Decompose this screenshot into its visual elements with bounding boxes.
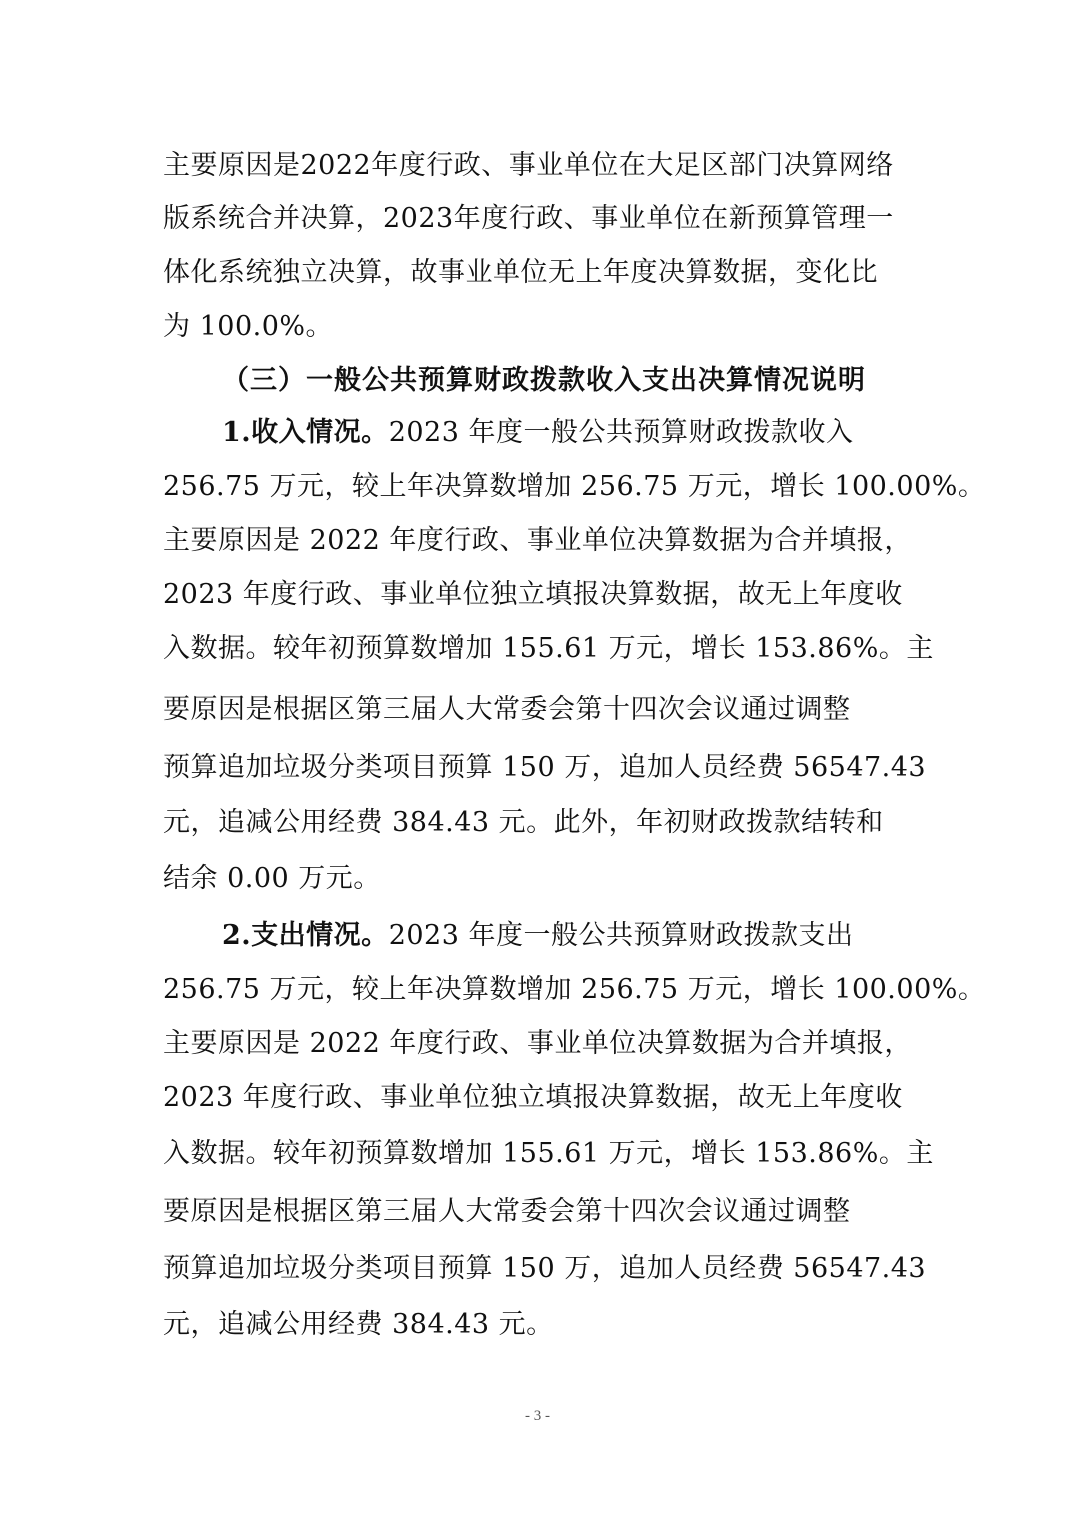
income-line-5: 要原因是根据区第三届人大常委会第十四次会议通过调整 (163, 694, 851, 725)
expenditure-line-6: 预算追加垃圾分类项目预算 150 万，追加人员经费 56547.43 (163, 1253, 927, 1284)
intro-line-1: 主要原因是2022年度行政、事业单位在大足区部门决算网络 (163, 150, 894, 181)
expenditure-line-4: 入数据。较年初预算数增加 155.61 万元，增长 153.86%。主 (163, 1138, 934, 1169)
page-number: - 3 - (525, 1408, 550, 1424)
income-line-3: 2023 年度行政、事业单位独立填报决算数据，故无上年度收 (163, 579, 903, 610)
expenditure-line-3: 2023 年度行政、事业单位独立填报决算数据，故无上年度收 (163, 1082, 903, 1113)
income-lead: 1.收入情况。 (222, 417, 389, 448)
expenditure-first-line-text: 2023 年度一般公共预算财政拨款支出 (388, 920, 854, 951)
intro-line-2: 版系统合并决算，2023年度行政、事业单位在新预算管理一 (163, 203, 894, 234)
expenditure-lead: 2.支出情况。 (222, 920, 389, 951)
expenditure-line-7: 元，追减公用经费 384.43 元。 (163, 1309, 554, 1340)
income-line-2: 主要原因是 2022 年度行政、事业单位决算数据为合并填报， (163, 525, 912, 556)
income-line-7: 元，追减公用经费 384.43 元。此外，年初财政拨款结转和 (163, 807, 884, 838)
expenditure-first-line (222, 916, 982, 956)
income-line-4: 入数据。较年初预算数增加 155.61 万元，增长 153.86%。主 (163, 633, 934, 664)
income-first-line-text: 2023 年度一般公共预算财政拨款收入 (388, 417, 854, 448)
expenditure-line-5: 要原因是根据区第三届人大常委会第十四次会议通过调整 (163, 1196, 851, 1227)
intro-line-4: 为 100.0%。 (163, 311, 334, 342)
section-heading: （三）一般公共预算财政拨款收入支出决算情况说明 (222, 365, 866, 396)
income-line-6: 预算追加垃圾分类项目预算 150 万，追加人员经费 56547.43 (163, 752, 927, 783)
intro-line-3: 体化系统独立决算，故事业单位无上年度决算数据，变化比 (163, 257, 878, 288)
income-first-line (222, 413, 982, 453)
expenditure-line-1: 256.75 万元，较上年决算数增加 256.75 万元，增长 100.00%。 (163, 974, 986, 1005)
income-line-8: 结余 0.00 万元。 (163, 863, 381, 894)
expenditure-line-2: 主要原因是 2022 年度行政、事业单位决算数据为合并填报， (163, 1028, 912, 1059)
income-line-1: 256.75 万元，较上年决算数增加 256.75 万元，增长 100.00%。 (163, 471, 986, 502)
